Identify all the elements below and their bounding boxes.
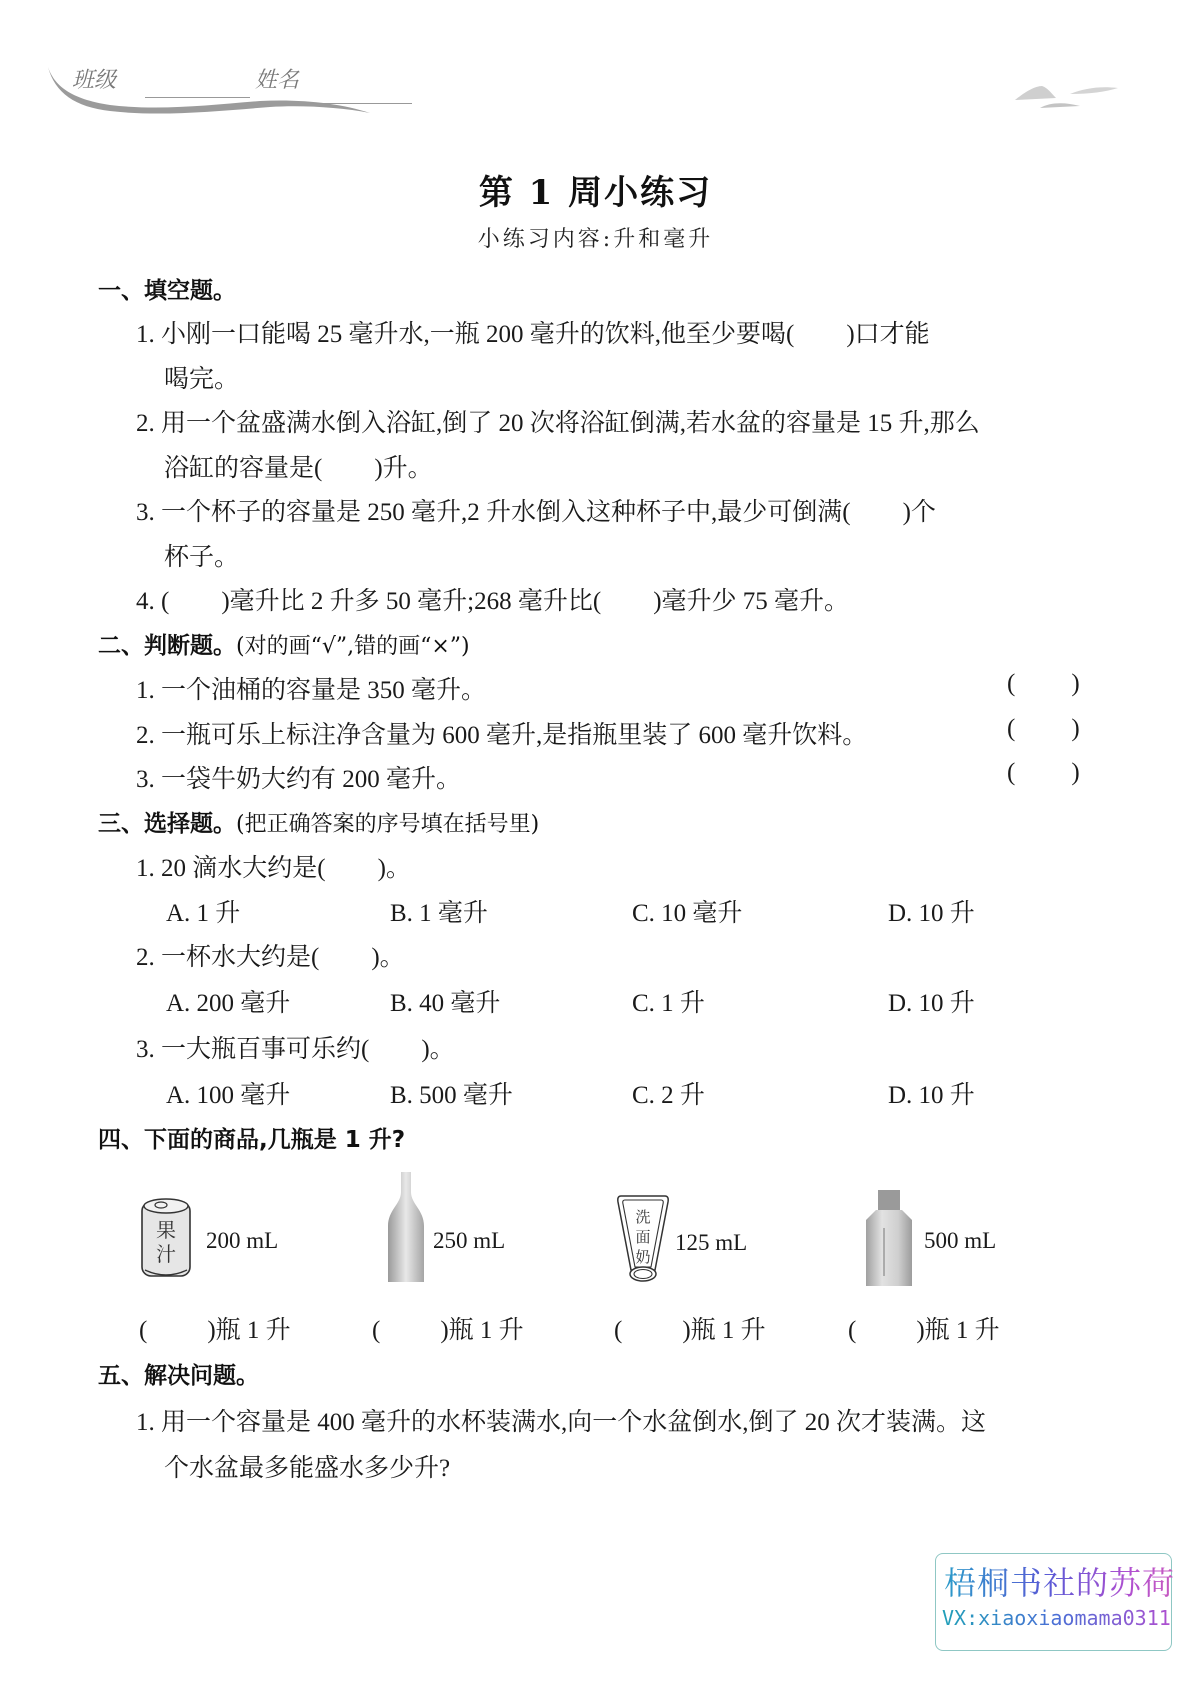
choice-q1-option-b[interactable]: B. 1 毫升 bbox=[390, 900, 488, 927]
choice-q2-option-a[interactable]: A. 200 毫升 bbox=[166, 990, 291, 1017]
product-1-answer[interactable] bbox=[139, 1310, 291, 1346]
juice-can-label-2: 汁 bbox=[156, 1242, 176, 1266]
fill-q3-line2: 杯子。 bbox=[164, 544, 240, 571]
product-1-volume: 200 mL bbox=[206, 1228, 279, 1253]
choice-q3-option-b[interactable]: B. 500 毫升 bbox=[390, 1082, 513, 1109]
mountain-decoration-icon bbox=[1010, 72, 1120, 112]
tf-q1-close: ) bbox=[1071, 670, 1080, 697]
watermark-title: 梧桐书社的苏荷 bbox=[944, 1558, 1175, 1604]
tf-q1: 1. 一个油桶的容量是 350 毫升。 bbox=[136, 677, 487, 704]
product-3-close: )瓶 1 升 bbox=[682, 1317, 766, 1344]
section-choice-heading bbox=[98, 805, 539, 838]
fill-q3-line1 bbox=[136, 492, 936, 528]
square-bottle-icon bbox=[862, 1188, 916, 1288]
fill-q1-text: 1. 小刚一口能喝 25 毫升水,一瓶 200 毫升的饮料,他至少要喝( bbox=[136, 321, 795, 348]
product-4-close: )瓶 1 升 bbox=[916, 1317, 1000, 1344]
section-true-false-heading bbox=[98, 627, 470, 660]
choice-q1-option-d[interactable]: D. 10 升 bbox=[888, 900, 975, 927]
juice-can-label bbox=[153, 1218, 179, 1266]
tf-q3-open: ( bbox=[1007, 759, 1016, 786]
tf-q2-answer[interactable] bbox=[1007, 715, 1080, 743]
cleanser-label-2: 面 bbox=[635, 1228, 651, 1246]
fill-q2-text-end: )升。 bbox=[374, 455, 433, 482]
product-1-close: )瓶 1 升 bbox=[207, 1317, 291, 1344]
fill-q2-line2 bbox=[164, 448, 433, 484]
tf-q1-open: ( bbox=[1007, 670, 1016, 697]
choice-q3-option-d[interactable]: D. 10 升 bbox=[888, 1082, 975, 1109]
class-input-line[interactable] bbox=[145, 97, 250, 98]
choice-q2-text-end: )。 bbox=[371, 944, 405, 971]
juice-can-label-1: 果 bbox=[156, 1218, 176, 1242]
choice-q1-text: 1. 20 滴水大约是( bbox=[136, 855, 326, 882]
fill-q4-text-b: )毫升比 2 升多 50 毫升;268 毫升比( bbox=[221, 588, 602, 615]
cleanser-label bbox=[632, 1207, 654, 1267]
section-choice-title: 三、选择题。 bbox=[98, 811, 236, 837]
name-input-line[interactable] bbox=[310, 103, 412, 104]
section-true-false-note: (对的画“√”,错的画“×”) bbox=[236, 634, 470, 659]
page-title: 第 1 周小练习 bbox=[478, 173, 713, 213]
choice-q2-option-c[interactable]: C. 1 升 bbox=[632, 990, 705, 1017]
page-subtitle: 小练习内容:升和毫升 bbox=[477, 227, 714, 252]
choice-q1-stem bbox=[136, 848, 411, 884]
choice-q2-option-d[interactable]: D. 10 升 bbox=[888, 990, 975, 1017]
choice-q3-stem bbox=[136, 1029, 455, 1065]
header-class-name-area bbox=[40, 55, 420, 115]
watermark-contact: VX:xiaoxiaomama0311 bbox=[942, 1606, 1171, 1630]
section-choice-note: (把正确答案的序号填在括号里) bbox=[236, 812, 540, 837]
class-label: 班级 bbox=[72, 68, 117, 93]
fill-q1-line2: 喝完。 bbox=[164, 366, 240, 393]
product-2-answer[interactable] bbox=[372, 1310, 524, 1346]
tf-q2-open: ( bbox=[1007, 715, 1016, 742]
choice-q1-text-end: )。 bbox=[377, 855, 411, 882]
fill-q3-text-end: )个 bbox=[902, 499, 936, 526]
bottle-icon bbox=[386, 1170, 426, 1286]
product-2-volume: 250 mL bbox=[433, 1228, 506, 1253]
fill-q2-line1: 2. 用一个盆盛满水倒入浴缸,倒了 20 次将浴缸倒满,若水盆的容量是 15 升,那么 bbox=[136, 410, 980, 437]
problem-q1-line2: 个水盆最多能盛水多少升? bbox=[164, 1455, 451, 1482]
fill-q2-text: 浴缸的容量是( bbox=[164, 455, 323, 482]
tf-q2-close: ) bbox=[1071, 715, 1080, 742]
choice-q3-option-a[interactable]: A. 100 毫升 bbox=[166, 1082, 291, 1109]
section-products-heading: 四、下面的商品,几瓶是 1 升? bbox=[98, 1127, 406, 1153]
product-1-open: ( bbox=[139, 1317, 148, 1344]
choice-q2-stem bbox=[136, 937, 405, 973]
product-4-answer[interactable] bbox=[848, 1310, 1000, 1346]
tf-q3-answer[interactable] bbox=[1007, 759, 1080, 787]
choice-q3-text: 3. 一大瓶百事可乐约( bbox=[136, 1036, 370, 1063]
fill-q4-text-c: )毫升少 75 毫升。 bbox=[653, 588, 850, 615]
watermark-box bbox=[935, 1553, 1176, 1651]
problem-q1-line1: 1. 用一个容量是 400 毫升的水杯装满水,向一个水盆倒水,倒了 20 次才装满。这 bbox=[136, 1409, 987, 1436]
choice-q3-option-c[interactable]: C. 2 升 bbox=[632, 1082, 705, 1109]
choice-q3-text-end: )。 bbox=[421, 1036, 455, 1063]
choice-q1-option-c[interactable]: C. 10 毫升 bbox=[632, 900, 743, 927]
section-fill-blank-heading: 一、填空题。 bbox=[98, 278, 236, 304]
product-4-volume: 500 mL bbox=[924, 1228, 997, 1253]
name-label: 姓名 bbox=[255, 68, 300, 93]
fill-q3-text: 3. 一个杯子的容量是 250 毫升,2 升水倒入这种杯子中,最少可倒满( bbox=[136, 499, 851, 526]
tf-q3: 3. 一袋牛奶大约有 200 毫升。 bbox=[136, 766, 462, 793]
tf-q2: 2. 一瓶可乐上标注净含量为 600 毫升,是指瓶里装了 600 毫升饮料。 bbox=[136, 722, 868, 749]
fill-q4-text-a: 4. ( bbox=[136, 588, 170, 615]
choice-q1-option-a[interactable]: A. 1 升 bbox=[166, 900, 241, 927]
product-4-open: ( bbox=[848, 1317, 857, 1344]
tf-q1-answer[interactable] bbox=[1007, 670, 1080, 698]
product-3-volume: 125 mL bbox=[675, 1230, 748, 1255]
section-problem-heading: 五、解决问题。 bbox=[98, 1363, 259, 1389]
choice-q2-option-b[interactable]: B. 40 毫升 bbox=[390, 990, 501, 1017]
cleanser-label-3: 奶 bbox=[635, 1248, 651, 1266]
section-true-false-title: 二、判断题。 bbox=[98, 633, 236, 659]
fill-q1-line1 bbox=[136, 314, 930, 350]
tf-q3-close: ) bbox=[1071, 759, 1080, 786]
product-3-open: ( bbox=[614, 1317, 623, 1344]
fill-q1-text-end: )口才能 bbox=[846, 321, 930, 348]
fill-q4-line bbox=[136, 581, 849, 617]
cleanser-label-1: 洗 bbox=[635, 1208, 651, 1226]
product-2-open: ( bbox=[372, 1317, 381, 1344]
product-3-answer[interactable] bbox=[614, 1310, 766, 1346]
product-2-close: )瓶 1 升 bbox=[440, 1317, 524, 1344]
choice-q2-text: 2. 一杯水大约是( bbox=[136, 944, 320, 971]
